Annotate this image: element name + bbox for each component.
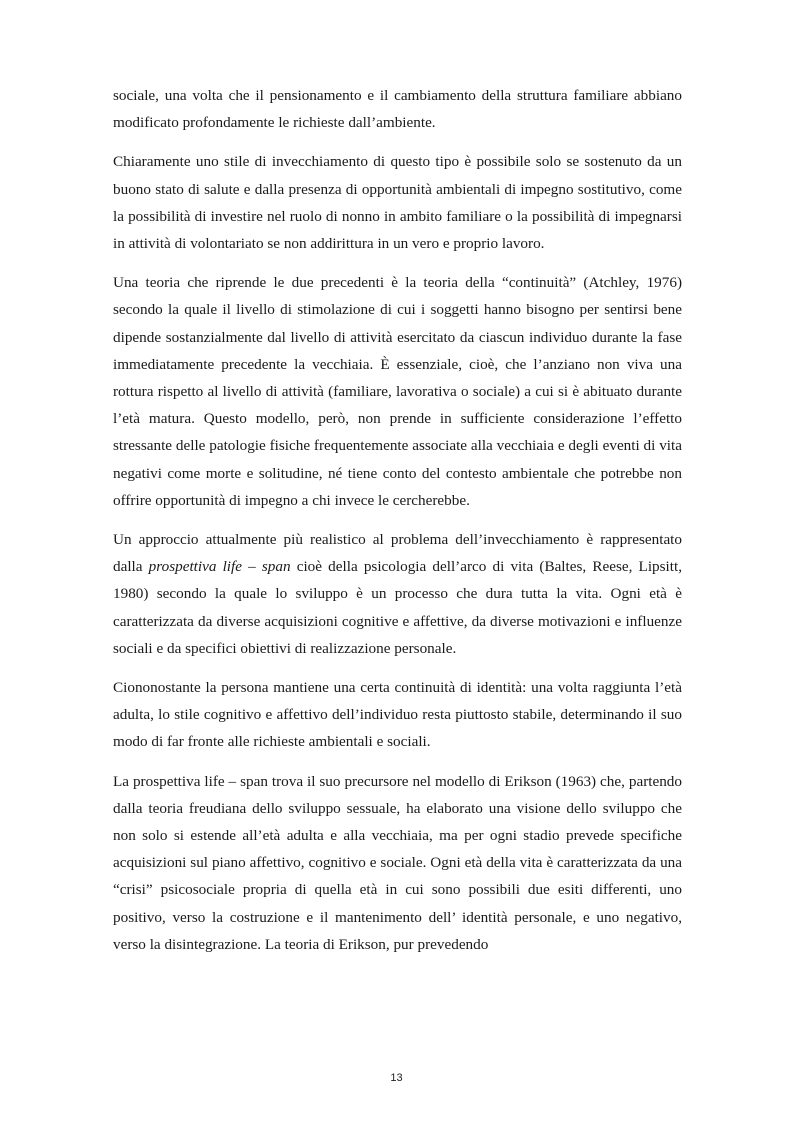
paragraph-4-after: cioè della psicologia dell’arco di vita (Baltes, Reese, Lipsitt, 1980) secondo la quale lo sviluppo è un processo che dura tutta la vita. Ogni età è caratterizzata da diverse acquisizioni cognitive e affettive, da diverse motivazioni e influenze sociali e da specifici obiettivi di realizzazione personale. (113, 558, 683, 657)
paragraph-6: La prospettiva life – span trova il suo precursore nel modello di Erikson (1963) che, partendo dalla teoria freudiana dello sviluppo sessuale, ha elaborato una visione dello sviluppo che non solo si estende all’età adulta e alla vecchiaia, ma per ogni stadio prevede specifiche acquisizioni sul piano affettivo, cognitivo e sociale. Ogni età della vita è caratterizzata da una “crisi” psicosociale propria di quella età in cui sono possibili due esiti differenti, uno positivo, verso la costruzione e il mantenimento dell’ identità personale, e uno negativo, verso la disintegrazione. La teoria di Erikson, pur prevedendo (113, 772, 682, 953)
paragraph-3: Una teoria che riprende le due precedenti è la teoria della “continuità” (Atchley, 1976) secondo la quale il livello di stimolazione di cui i soggetti hanno bisogno per sentirsi bene dipende sostanzialmente dal livello di attività esercitato da ciascun individuo durante la fase immediatamente precedente la vecchiaia. È essenziale, cioè, che l’anziano non viva una rottura rispetto al livello di attività (familiare, lavorativa o sociale) a cui si è abituato durante l’età matura. Questo modello, però, non prende in sufficiente considerazione l’effetto stressante delle patologie fisiche frequentemente associate alla vecchiaia e degli eventi di vita negativi come morte e solitudine, né tiene conto del contesto ambientale che potrebbe non offrire opportunità di impegno a chi invece le cercherebbe. (113, 274, 682, 509)
paragraph-5: Ciononostante la persona mantiene una certa continuità di identità: una volta raggiunta l’età adulta, lo stile cognitivo e affettivo dell’individuo resta piuttosto stabile, determinando il suo modo di far fronte alle richieste ambientali e sociali. (113, 679, 682, 751)
paragraph-4-before: Un approccio attualmente più realistico al problema dell’invecchiamento è rappresentato dalla (113, 531, 682, 576)
body-text (113, 82, 682, 958)
paragraph-1: sociale, una volta che il pensionamento e il cambiamento della struttura familiare abbiano modificato profondamente le richieste dall’ambiente. (113, 87, 682, 132)
page-number: 13 (390, 1072, 403, 1084)
paragraph-4 (113, 526, 682, 662)
paragraph-2: Chiaramente uno stile di invecchiamento di questo tipo è possibile solo se sostenuto da un buono stato di salute e dalla presenza di opportunità ambientali di impegno sostitutivo, come la possibilità di investire nel ruolo di nonno in ambito familiare o la possibilità di impegnarsi in attività di volontariato se non addirittura in un vero e proprio lavoro. (113, 153, 682, 253)
paragraph-4-emphasis: prospettiva life – span (148, 558, 291, 576)
